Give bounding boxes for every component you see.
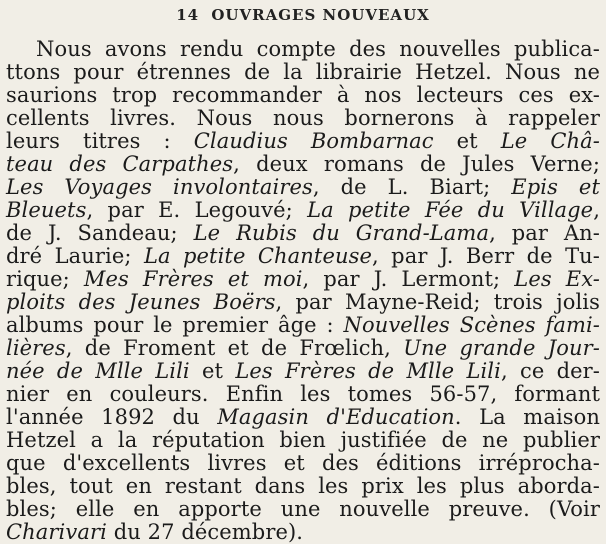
article-body xyxy=(6,38,600,544)
italic-title-text: Le Rubis du Grand-Lama xyxy=(193,221,490,245)
body-text: . La maison xyxy=(454,405,601,429)
text-line xyxy=(6,498,600,521)
italic-title-text: Magasin d'Education xyxy=(217,405,455,429)
body-text: Nous avons rendu compte des nouvelles publica- xyxy=(36,37,600,61)
body-text: leurs titres : xyxy=(6,129,194,153)
italic-title-text: Mes Frères et moi xyxy=(83,267,303,291)
italic-title-text: Charivari xyxy=(6,520,107,544)
italic-title-text: née de Mlle Lili xyxy=(6,359,190,383)
body-text: bles, tout en restant dans les prix les plus aborda- xyxy=(6,474,600,498)
body-text: du 27 décembre). xyxy=(106,520,304,544)
italic-title-text: La petite Fée du Village xyxy=(307,198,594,222)
italic-title-text: Epis et xyxy=(511,175,600,199)
text-line xyxy=(6,429,600,452)
body-text: , de Froment et de Frœlich, xyxy=(65,336,404,360)
text-line xyxy=(6,314,600,337)
italic-title-text: lières xyxy=(6,336,66,360)
text-line xyxy=(6,222,600,245)
body-text: , par E. Legouvé; xyxy=(86,198,308,222)
text-line xyxy=(6,38,600,61)
italic-title-text: Les Frères de Mlle Lili xyxy=(235,359,501,383)
body-text: bles; elle en apporte une nouvelle preuve. (Voir xyxy=(6,497,600,521)
body-text: que d'excellents livres et des éditions irréprocha- xyxy=(6,451,600,475)
body-text: et xyxy=(433,129,501,153)
text-line xyxy=(6,291,600,314)
text-line xyxy=(6,452,600,475)
text-line xyxy=(6,360,600,383)
text-line xyxy=(6,383,600,406)
body-text: cellents livres. Nous nous bornerons à rappeler xyxy=(6,106,600,130)
text-line xyxy=(6,176,600,199)
running-head xyxy=(0,6,606,24)
italic-title-text: La petite Chanteuse xyxy=(143,244,372,268)
text-line xyxy=(6,84,600,107)
italic-title-text: Les Voyages involontaires xyxy=(6,175,313,199)
body-text: , par J. Lermont; xyxy=(302,267,515,291)
italic-title-text: Nouvelles Scènes fami- xyxy=(343,313,600,337)
body-text: , deux romans de Jules Verne; xyxy=(233,152,600,176)
italic-title-text: Une grande Jour- xyxy=(403,336,600,360)
text-line xyxy=(6,107,600,130)
italic-title-text: Le Châ- xyxy=(500,129,600,153)
body-text: , de L. Biart; xyxy=(312,175,512,199)
body-text: nier en couleurs. Enfin les tomes 56-57, formant xyxy=(6,382,600,406)
body-text: ttons pour étrennes de la librairie Hetzel. Nous ne xyxy=(6,60,600,84)
body-text: de J. Sandeau; xyxy=(6,221,194,245)
page-number: 14 xyxy=(176,6,200,24)
body-text: saurions trop recommander à nos lecteurs ces ex- xyxy=(6,83,600,107)
italic-title-text: Les Ex- xyxy=(514,267,600,291)
text-line xyxy=(6,268,600,291)
text-line xyxy=(6,337,600,360)
italic-title-text: Bleuets xyxy=(6,198,87,222)
body-text: rique; xyxy=(6,267,84,291)
body-text: , par An- xyxy=(489,221,600,245)
text-line xyxy=(6,130,600,153)
text-line xyxy=(6,245,600,268)
text-line xyxy=(6,475,600,498)
text-line xyxy=(6,61,600,84)
italic-title-text: ploits des Jeunes Boërs xyxy=(6,290,276,314)
body-text: Hetzel a la réputation bien justifiée de ne publier xyxy=(6,428,600,452)
body-text: , par Mayne-Reid; trois jolis xyxy=(275,290,600,314)
text-line xyxy=(6,406,600,429)
body-text: , ce der- xyxy=(500,359,601,383)
body-text: et xyxy=(189,359,236,383)
body-text: , xyxy=(593,198,600,222)
body-text: dré Laurie; xyxy=(6,244,144,268)
italic-title-text: Claudius Bombarnac xyxy=(193,129,434,153)
text-line xyxy=(6,153,600,176)
text-line xyxy=(6,199,600,222)
body-text: , par J. Berr de Tu- xyxy=(372,244,600,268)
body-text: albums pour le premier âge : xyxy=(6,313,344,337)
running-title: OUVRAGES NOUVEAUX xyxy=(211,6,430,24)
italic-title-text: teau des Carpathes xyxy=(6,152,234,176)
body-text: l'année 1892 du xyxy=(6,405,218,429)
